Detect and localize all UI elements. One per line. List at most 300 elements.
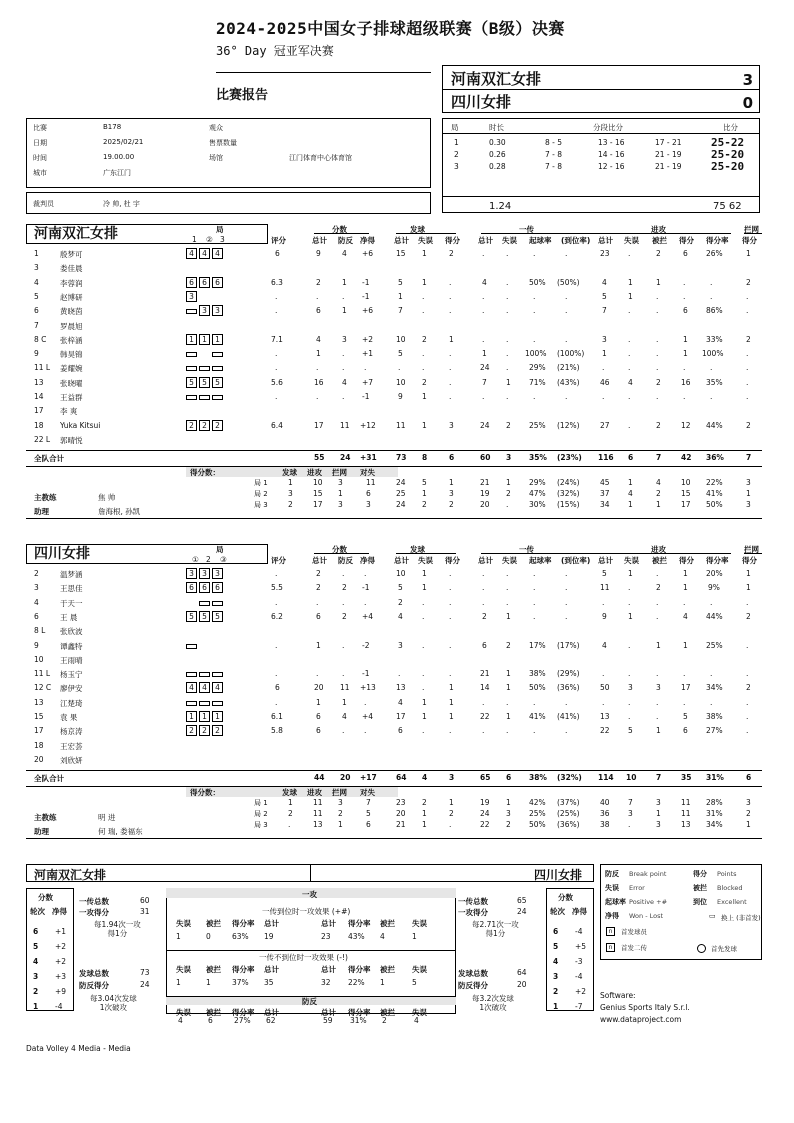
- set-stat: 23: [396, 798, 406, 808]
- label: 轮次: [550, 907, 565, 916]
- set-label: 局 1: [254, 479, 268, 488]
- group-header: 发球: [410, 545, 425, 554]
- set-stat: 1: [288, 478, 293, 488]
- stat-r-tot: 24: [480, 363, 490, 373]
- stat-a-pts: 1: [683, 583, 688, 593]
- stat-r-exc: .: [565, 306, 568, 316]
- stat-s-err: .: [422, 683, 425, 693]
- player-row: [26, 711, 762, 725]
- player-row: [26, 362, 762, 376]
- label: 一攻: [302, 890, 317, 899]
- stat-tot: .: [316, 669, 319, 679]
- player-name: 张晓曜: [60, 378, 83, 388]
- set-stat: 6: [366, 820, 371, 830]
- set-stat: 1: [422, 820, 427, 830]
- divider: [601, 233, 731, 234]
- stat-s-tot: 15: [396, 249, 406, 258]
- starting-position: 5: [186, 611, 197, 622]
- divider: [26, 838, 762, 839]
- stat-a-blo: .: [656, 712, 659, 721]
- stat-a-blo: .: [656, 392, 659, 401]
- set-row: [26, 489, 762, 500]
- stat-r-tot: .: [482, 291, 485, 301]
- stat-bp: .: [342, 349, 345, 359]
- stat-a-pts: .: [683, 363, 686, 373]
- total-s-err: 8: [422, 453, 428, 463]
- stat-tot: 2: [316, 569, 321, 578]
- stat-vote: .: [275, 291, 278, 301]
- starting-position: 3: [199, 568, 210, 579]
- value: 64: [517, 968, 527, 977]
- player-number: 5: [34, 291, 39, 301]
- group-header: 局: [216, 545, 224, 554]
- match-info: [26, 118, 431, 188]
- stat-a-blo: 2: [656, 249, 661, 258]
- set-stat: 22%: [706, 478, 723, 488]
- total-r-tot: 65: [480, 773, 491, 783]
- total-s-pts: 6: [449, 453, 455, 463]
- stat-s-pts: .: [449, 277, 452, 287]
- col-header: 得分: [742, 556, 757, 565]
- stat-a-blo: .: [656, 669, 659, 679]
- stat-b-pts: .: [746, 291, 749, 301]
- stat-wl: -1: [362, 291, 370, 301]
- assistant-name: 何 瑞, 娄福东: [98, 827, 143, 837]
- stat-b-pts: .: [746, 306, 749, 316]
- stat-a-pct: .: [710, 697, 713, 707]
- stat-s-pts: 1: [449, 712, 454, 721]
- set-stat: 1: [656, 500, 661, 510]
- partial: 7 - 8: [545, 162, 563, 171]
- legend-key: 净得: [605, 912, 619, 920]
- stat-a-pts: 1: [683, 334, 688, 344]
- starting-position: 4: [186, 682, 197, 693]
- stat-r-exc: .: [565, 291, 568, 301]
- center-value: 32: [321, 978, 331, 987]
- stat-a-blo: 1: [656, 726, 661, 736]
- set-number: ①: [192, 555, 199, 564]
- set-number: 1: [192, 235, 197, 244]
- stat-tot: 2: [316, 583, 321, 593]
- starting-position: 6: [186, 277, 197, 288]
- col-header: 得分率: [706, 556, 729, 565]
- value: 31: [140, 907, 150, 916]
- stat-r-err: .: [506, 392, 509, 401]
- stat-tot: 6: [316, 712, 321, 721]
- col-header: 被拦: [380, 919, 395, 928]
- player-name: 郭晴悦: [60, 435, 83, 445]
- rotation-net: -4: [575, 927, 583, 936]
- label: 观众: [209, 124, 223, 132]
- col-header: 拦网: [332, 788, 347, 798]
- col-header: 总计: [598, 236, 613, 245]
- divider: [314, 553, 369, 554]
- set-stat: (24%): [557, 478, 580, 488]
- starting-position: 5: [212, 611, 223, 622]
- starting-position: 5: [212, 377, 223, 388]
- stat-a-pts: 1: [683, 640, 688, 650]
- set-stat: .: [449, 820, 452, 830]
- stat-r-exc: .: [565, 597, 568, 607]
- set-stat: (37%): [557, 798, 580, 808]
- set-stat: 7: [366, 798, 371, 808]
- set-stat: 3: [366, 500, 371, 510]
- stat-bp: .: [342, 569, 345, 578]
- stat-a-err: 4: [628, 377, 633, 387]
- set-stat: 21: [396, 820, 406, 830]
- starting-position: 4: [199, 682, 210, 693]
- stat-s-tot: 17: [396, 712, 406, 721]
- stat-r-exc: (17%): [557, 640, 580, 650]
- substitution-marker: [212, 701, 223, 706]
- value: 20: [517, 980, 527, 989]
- team-2-stats: [26, 544, 762, 849]
- set-stat: 3: [338, 798, 343, 808]
- stat-vote: .: [275, 669, 278, 679]
- total-a-err: 10: [626, 773, 637, 783]
- stat-a-pct: 9%: [708, 583, 720, 593]
- stat-a-blo: .: [656, 363, 659, 373]
- player-name: 王思佳: [60, 584, 83, 594]
- starting-position: 4: [199, 248, 210, 259]
- player-name: 王宏荟: [60, 741, 83, 751]
- total-a-pts: 35: [681, 773, 692, 783]
- stat-r-err: .: [506, 363, 509, 373]
- col-header: 评分: [271, 236, 286, 245]
- player-number: 9: [34, 349, 39, 359]
- stat-r-pos: .: [533, 392, 536, 401]
- stat-r-tot: .: [482, 306, 485, 316]
- set-stat: 3: [628, 809, 633, 819]
- stat-bp: 4: [342, 249, 347, 258]
- stat-vote: 6.2: [271, 611, 283, 621]
- stat-a-err: 3: [628, 683, 633, 693]
- rotation-net: +2: [575, 987, 587, 996]
- match-time: 19.00.00: [103, 153, 135, 161]
- player-name: 李 爽: [60, 407, 78, 417]
- stat-wl: +1: [362, 349, 374, 359]
- stat-r-exc: (43%): [557, 377, 580, 387]
- stat-a-tot: 27: [600, 420, 610, 430]
- player-number: 18: [34, 420, 44, 430]
- set-stat: 2: [422, 500, 427, 510]
- set-stat: 1: [746, 820, 751, 830]
- stat-r-tot: 2: [482, 611, 487, 621]
- stat-s-err: 1: [422, 249, 427, 258]
- group-header: 拦网: [744, 545, 759, 554]
- stat-s-tot: 6: [398, 726, 403, 736]
- center-value: 2: [382, 1016, 387, 1025]
- stat-a-pts: 1: [683, 569, 688, 578]
- rotation-number: 3: [33, 972, 39, 981]
- stat-a-err: .: [628, 334, 631, 344]
- stat-a-err: .: [628, 669, 631, 679]
- set-stat: 1: [422, 809, 427, 819]
- set-score: 25-20: [711, 160, 745, 173]
- player-row: [26, 262, 762, 276]
- col-header: 防反: [338, 236, 353, 245]
- player-name: 王 晨: [60, 612, 78, 622]
- set-stat: 10: [681, 478, 691, 488]
- venue: 江门体育中心体育馆: [289, 154, 352, 162]
- substitution-marker: [199, 395, 210, 400]
- col-header: 得分: [445, 236, 460, 245]
- stat-s-pts: .: [449, 669, 452, 679]
- stat-r-err: .: [506, 334, 509, 344]
- starting-position: 6: [212, 582, 223, 593]
- stat-tot: 1: [316, 697, 321, 707]
- label: 分数: [38, 893, 53, 902]
- stat-tot: 4: [316, 334, 321, 344]
- stat-r-exc: (29%): [557, 669, 580, 679]
- legend-desc: Excellent: [717, 898, 747, 906]
- set-stat: 3: [656, 820, 661, 830]
- starting-position: 1: [186, 711, 197, 722]
- set-row: [26, 478, 762, 489]
- col-header: 进攻: [307, 788, 322, 798]
- col-header: 得分率: [232, 965, 255, 974]
- stat-a-err: .: [628, 697, 631, 707]
- stat-a-pts: 17: [681, 683, 691, 693]
- partial: 21 - 19: [655, 150, 682, 159]
- set-stat: 31%: [706, 809, 723, 819]
- sets-box: [442, 118, 760, 213]
- stat-r-pos: .: [533, 569, 536, 578]
- label: 一传总数: [458, 897, 488, 906]
- label: 一传总数: [79, 897, 109, 906]
- stat-a-err: .: [628, 306, 631, 316]
- stat-r-pos: 25%: [529, 420, 546, 430]
- player-number: 4: [34, 277, 39, 287]
- stat-bp: 1: [342, 697, 347, 707]
- set-stat: 3: [338, 478, 343, 488]
- set-points-label: 得分数：: [190, 468, 220, 478]
- total-s-err: 4: [422, 773, 428, 783]
- stat-a-err: .: [628, 249, 631, 258]
- player-row: [26, 291, 762, 305]
- stat-r-tot: .: [482, 569, 485, 578]
- group-header: 一传: [519, 225, 534, 234]
- stat-s-err: 1: [422, 569, 427, 578]
- website-link[interactable]: www.dataproject.com: [600, 1015, 682, 1024]
- col-header: 拦网: [332, 468, 347, 478]
- col-header: 被拦: [652, 556, 667, 565]
- player-number: 6: [34, 306, 39, 316]
- partial: 8 - 5: [545, 138, 563, 147]
- col-header: 被拦: [206, 919, 221, 928]
- stat-r-err: 2: [506, 420, 511, 430]
- player-name: 张梓涵: [60, 335, 83, 345]
- assistant-label: 助理: [34, 827, 49, 837]
- stat-s-err: 2: [422, 334, 427, 344]
- stat-r-err: .: [506, 597, 509, 607]
- col-header: 总计: [394, 236, 409, 245]
- col-header: 失误: [624, 236, 639, 245]
- substitution-marker: [212, 366, 223, 371]
- report-label: 比赛报告: [216, 88, 269, 103]
- col-header: 分段比分: [593, 123, 623, 132]
- stat-vote: .: [275, 392, 278, 401]
- label: 净得: [572, 907, 587, 916]
- stat-vote: 5.5: [271, 583, 283, 593]
- stat-vote: 6: [275, 683, 280, 693]
- stat-tot: 9: [316, 249, 321, 258]
- col-header: 失误: [412, 1008, 427, 1017]
- software-label: Software:: [600, 991, 636, 1000]
- stat-bp: 1: [342, 306, 347, 316]
- set-stat: 1: [449, 798, 454, 808]
- total-b-pts: 6: [746, 773, 752, 783]
- set-stat: 34%: [706, 820, 723, 830]
- set-stat: .: [628, 820, 631, 830]
- stat-s-tot: 11: [396, 420, 406, 430]
- stat-a-pct: 34%: [706, 683, 723, 693]
- stat-b-pts: .: [746, 597, 749, 607]
- rotation-net: +3: [55, 972, 67, 981]
- rotation-number: 3: [553, 972, 559, 981]
- stat-s-err: .: [422, 363, 425, 373]
- col-header: 失误: [502, 556, 517, 565]
- stat-a-blo: .: [656, 306, 659, 316]
- set-stat: 3: [288, 489, 293, 499]
- col-header: 起球率: [529, 556, 552, 565]
- stat-a-pct: 33%: [706, 334, 723, 344]
- stat-r-exc: .: [565, 611, 568, 621]
- stat-a-err: .: [628, 349, 631, 359]
- set-stat: 24: [396, 478, 406, 488]
- stat-r-exc: .: [565, 569, 568, 578]
- total-a-blo: 7: [656, 453, 662, 463]
- stat-bp: .: [342, 669, 345, 679]
- assistant-name: 詹海根, 孙凯: [98, 507, 141, 517]
- legend-text: 换上 (非首发): [721, 914, 761, 922]
- stat-a-pct: 25%: [706, 640, 723, 650]
- first-serve-icon: n: [606, 927, 615, 936]
- label: 一攻得分: [458, 908, 488, 917]
- col-header: 失误: [502, 236, 517, 245]
- set-stat: 5: [366, 809, 371, 819]
- col-header: 失误: [624, 556, 639, 565]
- result-team-1: 河南双汇女排: [451, 70, 542, 88]
- stat-s-err: 1: [422, 712, 427, 721]
- total-wl: +31: [360, 453, 377, 463]
- stat-wl: +7: [362, 377, 374, 387]
- stat-a-err: 1: [628, 277, 633, 287]
- starting-position: 4: [212, 248, 223, 259]
- set-stat: 2: [656, 489, 661, 499]
- stat-b-pts: 2: [746, 683, 751, 693]
- legend-text: 首发球员: [621, 928, 647, 936]
- stat-b-pts: 2: [746, 420, 751, 430]
- divider: [26, 518, 762, 519]
- stat-r-pos: 41%: [529, 712, 546, 721]
- set-stat: 42%: [529, 798, 546, 808]
- stat-s-pts: .: [449, 611, 452, 621]
- set-stat: 5: [422, 478, 427, 488]
- stat-r-tot: 22: [480, 712, 490, 721]
- stat-r-tot: .: [482, 597, 485, 607]
- player-name: 温梦涵: [60, 570, 83, 579]
- set-stat: 4: [656, 478, 661, 488]
- set-stat: 1: [746, 489, 751, 499]
- divider: [744, 233, 762, 234]
- player-number: 11 L: [34, 363, 51, 373]
- player-number: 9: [34, 640, 39, 650]
- set-label: 局 3: [254, 501, 268, 510]
- stat-s-err: .: [422, 726, 425, 736]
- rotation-number: 1: [33, 1002, 39, 1011]
- legend: [600, 864, 762, 960]
- set-stat: 1: [449, 478, 454, 488]
- col-header: 被拦: [380, 965, 395, 974]
- stat-r-pos: .: [533, 334, 536, 344]
- total-duration: 1.24: [489, 201, 512, 212]
- center-value: 1: [176, 932, 181, 941]
- stat-a-tot: .: [602, 697, 605, 707]
- player-number: 12 C: [34, 683, 52, 693]
- stat-r-exc: (36%): [557, 683, 580, 693]
- total-bp: 20: [340, 773, 351, 783]
- total-score: 75 62: [713, 201, 742, 212]
- match-date: 2025/02/21: [103, 138, 144, 146]
- set-stat: 2: [506, 820, 511, 830]
- set-stat: 21: [480, 478, 490, 488]
- footer-text: Data Volley 4 Media - Media: [26, 1044, 131, 1053]
- set-stat: 40: [600, 798, 610, 808]
- note: 每3.2次发球 1次破攻: [472, 994, 514, 1012]
- label: 防反得分: [458, 981, 488, 990]
- stat-a-tot: .: [602, 392, 605, 401]
- rotation-number: 1: [553, 1002, 559, 1011]
- stat-bp: 1: [342, 277, 347, 287]
- stat-s-tot: .: [398, 669, 401, 679]
- stat-a-pct: 100%: [702, 349, 724, 359]
- partial: 14 - 16: [598, 150, 625, 159]
- player-row: [26, 391, 762, 405]
- rotation-net: -4: [575, 972, 583, 981]
- player-number: 10: [34, 654, 44, 664]
- center-value: 4: [380, 932, 385, 941]
- stat-tot: 6: [316, 726, 321, 736]
- player-name: 王益群: [60, 393, 83, 402]
- stat-s-pts: .: [449, 291, 452, 301]
- stat-r-exc: (21%): [557, 363, 580, 373]
- player-row: [26, 334, 762, 348]
- value: 73: [140, 968, 150, 977]
- stat-s-err: 1: [422, 583, 427, 593]
- set-stat: 13: [681, 820, 691, 830]
- stat-wl: +4: [362, 712, 374, 721]
- center-value: 5: [412, 978, 417, 987]
- stat-r-exc: (12%): [557, 420, 580, 430]
- stat-s-err: 1: [422, 420, 427, 430]
- stat-vote: .: [275, 349, 278, 359]
- stat-vote: 6: [275, 249, 280, 258]
- stat-s-err: 1: [422, 392, 427, 401]
- coach-label: 主教练: [34, 493, 57, 503]
- total-tot: 55: [314, 453, 325, 463]
- substitution-marker: [199, 672, 210, 677]
- col-header: 被拦: [652, 236, 667, 245]
- player-number: 17: [34, 406, 44, 416]
- group-header: 发球: [410, 225, 425, 234]
- stat-wl: +13: [360, 683, 376, 693]
- set-stat: 2: [422, 798, 427, 808]
- set-stat: 30%: [529, 500, 546, 510]
- player-row: [26, 434, 762, 448]
- stat-r-err: .: [506, 583, 509, 593]
- set-number: 2: [454, 150, 459, 159]
